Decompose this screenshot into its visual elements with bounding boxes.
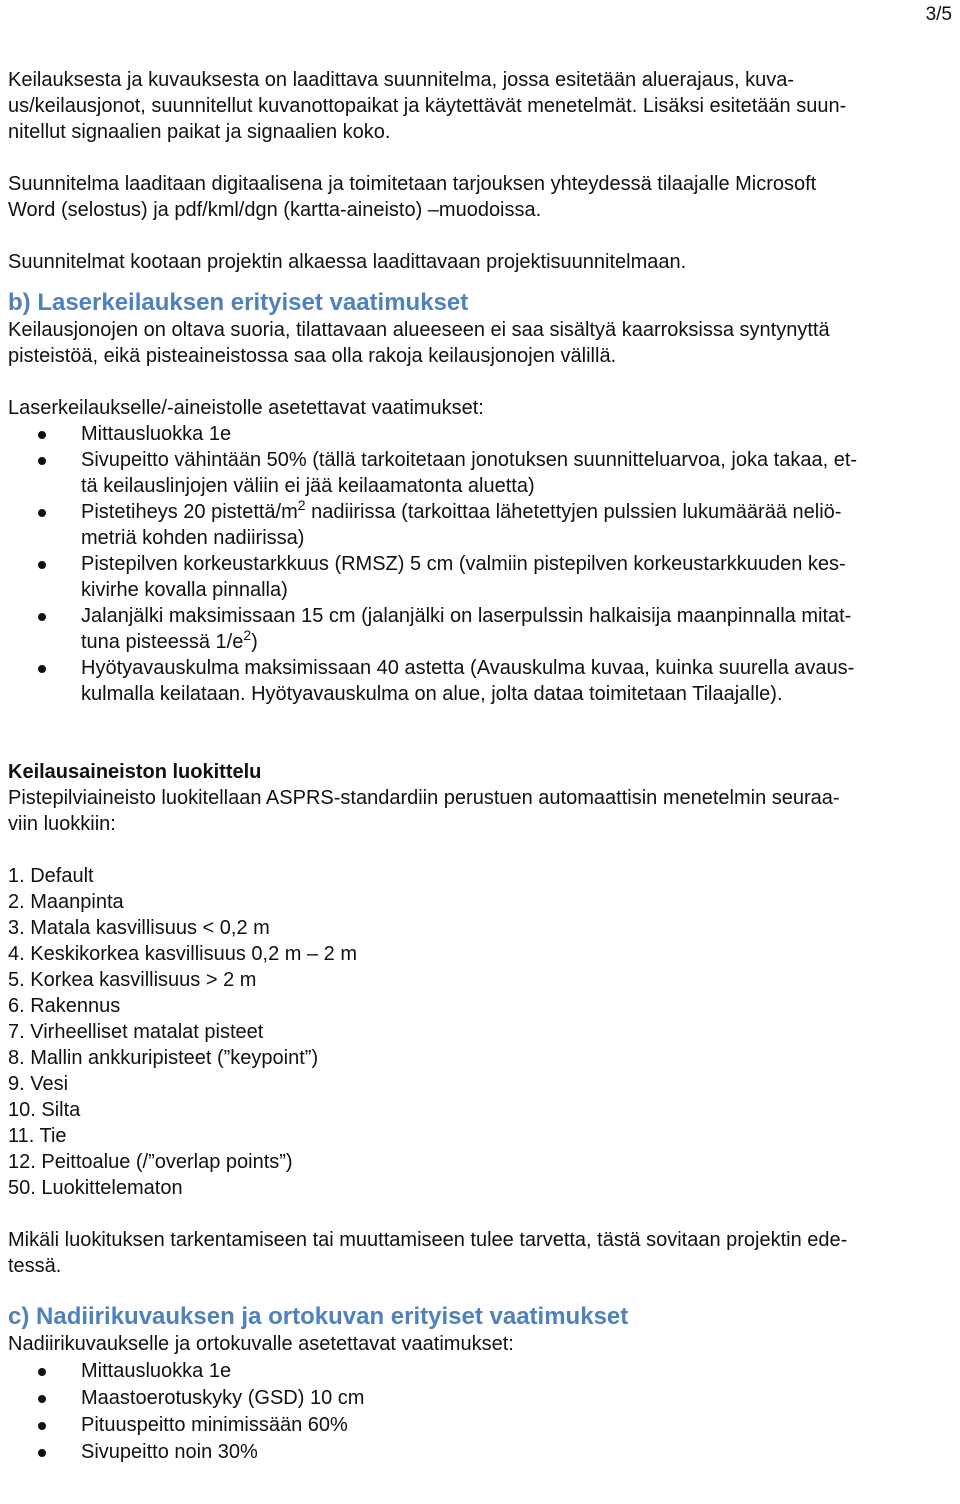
list-item: 1. Default xyxy=(8,865,94,887)
list-item-text: Sivupeitto noin 30% xyxy=(81,1441,258,1463)
list-item: 9. Vesi xyxy=(8,1073,69,1095)
ortho-requirements-list xyxy=(8,1358,944,1466)
list-item: 5. Korkea kasvillisuus > 2 m xyxy=(8,969,257,991)
list-item-text: Hyötyavauskulma maksimissaan 40 astetta (Avauskulma kuvaa, kuinka suurella avaus- xyxy=(81,657,855,679)
classification-intro xyxy=(8,785,944,837)
text-line: Suunnitelma laaditaan digitaalisena ja toimitetaan tarjouksen yhteydessä tilaajalle Microsoft xyxy=(8,173,817,195)
text-line: pisteistöä, eikä pisteaineistossa saa olla rakoja keilausjonojen välillä. xyxy=(8,345,617,367)
list-item-text: Jalanjälki maksimissaan 15 cm (jalanjälki on laserpulssin halkaisija maanpinnalla mitat- xyxy=(81,605,852,627)
list-item xyxy=(8,1439,944,1466)
bullet-icon xyxy=(38,509,46,517)
bullet-icon xyxy=(38,457,46,465)
list-item xyxy=(8,551,944,603)
text-line: Pistepilviaineisto luokitellaan ASPRS-standardiin perustuen automaattisin menetelmin seuraa- xyxy=(8,787,840,809)
superscript: 2 xyxy=(243,627,252,643)
text-line: Keilausjonojen on oltava suoria, tilattavaan alueeseen ei saa sisältyä kaarroksissa syntynyttä xyxy=(8,319,830,341)
laser-requirements-list xyxy=(8,421,944,707)
superscript: 2 xyxy=(297,497,306,513)
list-item: 4. Keskikorkea kasvillisuus 0,2 m – 2 m xyxy=(8,943,358,965)
intro-paragraph-2 xyxy=(8,171,944,223)
list-item-text: tuna pisteessä 1/e xyxy=(81,631,244,653)
bullet-icon xyxy=(38,1422,46,1430)
list-item: 8. Mallin ankkuripisteet (”keypoint”) xyxy=(8,1047,319,1069)
list-item-text: kivirhe kovalla pinnalla) xyxy=(81,579,288,601)
list-item xyxy=(8,655,944,707)
classification-outro xyxy=(8,1227,944,1279)
bullet-icon xyxy=(38,1395,46,1403)
bullet-icon xyxy=(38,431,46,439)
text-line: Mikäli luokituksen tarkentamiseen tai muuttamiseen tulee tarvetta, tästä sovitaan projektin ede- xyxy=(8,1229,848,1251)
list-item-text: Mittausluokka 1e xyxy=(81,1360,232,1382)
text-line: viin luokkiin: xyxy=(8,813,116,835)
section-b-heading: b) Laserkeilauksen erityiset vaatimukset xyxy=(8,289,469,316)
list-item-text: Sivupeitto vähintään 50% (tällä tarkoitetaan jonotuksen suunnitteluarvoa, joka takaa, et- xyxy=(81,449,858,471)
ortho-requirements-intro: Nadiirikuvaukselle ja ortokuvalle asetettavat vaatimukset: xyxy=(8,1333,514,1355)
list-item-text: metriä kohden nadiirissa) xyxy=(81,527,305,549)
list-item-text: Pistepilven korkeustarkkuus (RMSZ) 5 cm (valmiin pistepilven korkeustarkkuuden kes- xyxy=(81,553,846,575)
list-item-text: Pituuspeitto minimissään 60% xyxy=(81,1414,348,1436)
section-c-heading: c) Nadiirikuvauksen ja ortokuvan erityiset vaatimukset xyxy=(8,1303,629,1330)
list-item xyxy=(8,1358,944,1385)
bullet-icon xyxy=(38,665,46,673)
bullet-icon xyxy=(38,613,46,621)
page-number: 3/5 xyxy=(925,4,952,25)
list-item xyxy=(8,421,944,447)
list-item: 7. Virheelliset matalat pisteet xyxy=(8,1021,264,1043)
list-item: 2. Maanpinta xyxy=(8,891,124,913)
bullet-icon xyxy=(38,561,46,569)
list-item: 50. Luokittelematon xyxy=(8,1177,183,1199)
intro-paragraph-1 xyxy=(8,67,944,145)
list-item: 3. Matala kasvillisuus < 0,2 m xyxy=(8,917,270,939)
list-item xyxy=(8,603,944,655)
list-item-text: ) xyxy=(251,631,258,653)
list-item-text: nadiirissa (tarkoittaa lähetettyjen pulssien lukumäärää neliö- xyxy=(305,501,842,523)
classification-heading: Keilausaineiston luokittelu xyxy=(8,761,262,783)
list-item-text: kulmalla keilataan. Hyötyavauskulma on alue, jolta dataa toimitetaan Tilaajalle). xyxy=(81,683,783,705)
text-line: Keilauksesta ja kuvauksesta on laadittava suunnitelma, jossa esitetään aluerajaus, kuva- xyxy=(8,69,795,91)
text-line: Word (selostus) ja pdf/kml/dgn (kartta-aineisto) –muodoissa. xyxy=(8,199,542,221)
classification-list xyxy=(8,863,944,1201)
document-body xyxy=(8,67,944,1466)
list-item xyxy=(8,447,944,499)
intro-paragraph-3: Suunnitelmat kootaan projektin alkaessa laadittavaan projektisuunnitelmaan. xyxy=(8,251,687,273)
list-item xyxy=(8,499,944,551)
text-line: tessä. xyxy=(8,1255,62,1277)
list-item: 12. Peittoalue (/”overlap points”) xyxy=(8,1151,293,1173)
section-b-paragraph xyxy=(8,317,944,369)
list-item: 10. Silta xyxy=(8,1099,81,1121)
bullet-icon xyxy=(38,1368,46,1376)
laser-requirements-intro: Laserkeilaukselle/-aineistolle asetettavat vaatimukset: xyxy=(8,397,484,419)
list-item xyxy=(8,1412,944,1439)
text-line: us/keilausjonot, suunnitellut kuvanottopaikat ja käytettävät menetelmät. Lisäksi esitetään suun- xyxy=(8,95,847,117)
list-item-text: Pistetiheys 20 pistettä/m xyxy=(81,501,298,523)
list-item-text: Mittausluokka 1e xyxy=(81,423,232,445)
list-item: 11. Tie xyxy=(8,1125,67,1147)
text-line: nitellut signaalien paikat ja signaalien koko. xyxy=(8,121,391,143)
list-item xyxy=(8,1385,944,1412)
list-item-text: Maastoerotuskyky (GSD) 10 cm xyxy=(81,1387,365,1409)
list-item: 6. Rakennus xyxy=(8,995,121,1017)
bullet-icon xyxy=(38,1449,46,1457)
list-item-text: tä keilauslinjojen väliin ei jää keilaamatonta aluetta) xyxy=(81,475,535,497)
